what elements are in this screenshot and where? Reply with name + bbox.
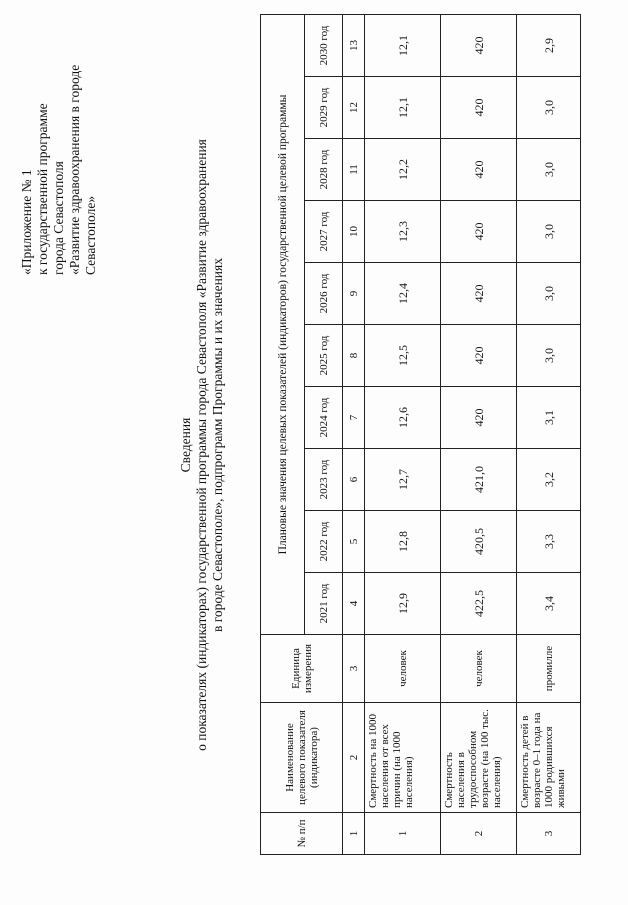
- header-year: 2021 год: [305, 573, 343, 635]
- row-value: 3,3: [517, 511, 581, 573]
- row-value: 3,1: [517, 387, 581, 449]
- col-number: 4: [343, 573, 365, 635]
- col-number: 3: [343, 635, 365, 703]
- row-value: 3,2: [517, 449, 581, 511]
- row-value: 12,8: [365, 511, 441, 573]
- title-line: в городе Севастополе», подпрограмм Программы и их значениях: [210, 258, 225, 633]
- row-value: 3,0: [517, 139, 581, 201]
- row-value: 420: [441, 263, 517, 325]
- row-value: 12,9: [365, 573, 441, 635]
- header-year: 2028 год: [305, 139, 343, 201]
- appendix-line: «Развитие здравоохранения в городе: [67, 64, 82, 275]
- appendix-line: к государственной программе: [35, 103, 50, 275]
- col-number: 8: [343, 325, 365, 387]
- row-value: 12,7: [365, 449, 441, 511]
- header-plan: Плановые значения целевых показателей (индикаторов) государственной целевой программы: [261, 15, 305, 635]
- row-value: 420: [441, 387, 517, 449]
- col-number: 9: [343, 263, 365, 325]
- row-value: 420: [441, 15, 517, 77]
- row-value: 420,5: [441, 511, 517, 573]
- header-num: № п/п: [261, 813, 343, 855]
- row-name: Смертность населения в трудоспособном возрасте (на 100 тыс. населения): [441, 703, 517, 813]
- row-value: 12,1: [365, 15, 441, 77]
- row-value: 3,0: [517, 263, 581, 325]
- col-number: 7: [343, 387, 365, 449]
- header-year: 2023 год: [305, 449, 343, 511]
- row-value: 3,0: [517, 325, 581, 387]
- col-number: 5: [343, 511, 365, 573]
- row-unit: человек: [441, 635, 517, 703]
- column-number-row: [343, 15, 365, 855]
- row-value: 12,4: [365, 263, 441, 325]
- row-num: 2: [441, 813, 517, 855]
- row-unit: человек: [365, 635, 441, 703]
- row-value: 420: [441, 325, 517, 387]
- header-name: Наименование целевого показателя (индикатора): [261, 703, 343, 813]
- row-value: 12,5: [365, 325, 441, 387]
- col-number: 6: [343, 449, 365, 511]
- header-year: 2027 год: [305, 201, 343, 263]
- title-heading: Сведения: [178, 417, 193, 473]
- col-number: 11: [343, 139, 365, 201]
- row-num: 3: [517, 813, 581, 855]
- indicators-table: [260, 14, 581, 855]
- row-value: 3,0: [517, 77, 581, 139]
- header-year: 2025 год: [305, 325, 343, 387]
- header-year: 2026 год: [305, 263, 343, 325]
- row-value: 420: [441, 201, 517, 263]
- row-value: 2,9: [517, 15, 581, 77]
- row-value: 12,6: [365, 387, 441, 449]
- header-year: 2030 год: [305, 15, 343, 77]
- row-value: 12,1: [365, 77, 441, 139]
- col-number: 13: [343, 15, 365, 77]
- col-number: 1: [343, 813, 365, 855]
- row-value: 3,4: [517, 573, 581, 635]
- row-value: 12,2: [365, 139, 441, 201]
- row-value: 420: [441, 139, 517, 201]
- document-title: [178, 45, 226, 845]
- header-year: 2029 год: [305, 77, 343, 139]
- table-row: [365, 15, 441, 855]
- row-value: 422,5: [441, 573, 517, 635]
- row-value: 3,0: [517, 201, 581, 263]
- appendix-line: «Приложение № 1: [19, 169, 34, 275]
- row-name: Смертность на 1000 населения от всех причин (на 1000 населения): [365, 703, 441, 813]
- header-unit: Единица измерения: [261, 635, 343, 703]
- row-value: 421,0: [441, 449, 517, 511]
- col-number: 12: [343, 77, 365, 139]
- table-row: [517, 15, 581, 855]
- row-value: 420: [441, 77, 517, 139]
- table-row: [441, 15, 517, 855]
- col-number: 2: [343, 703, 365, 813]
- row-name: Смертность детей в возрасте 0–1 года на 1000 родившихся живыми: [517, 703, 581, 813]
- appendix-line: Севастополе»: [83, 195, 98, 275]
- col-number: 10: [343, 201, 365, 263]
- row-num: 1: [365, 813, 441, 855]
- row-unit: промилле: [517, 635, 581, 703]
- appendix-line: города Севастополя: [51, 161, 66, 275]
- row-value: 12,3: [365, 201, 441, 263]
- title-line: о показателях (индикаторах) государственной программы города Севастополя «Развитие здравоохранения: [194, 139, 209, 751]
- appendix-note: [19, 25, 99, 275]
- header-year: 2024 год: [305, 387, 343, 449]
- header-year: 2022 год: [305, 511, 343, 573]
